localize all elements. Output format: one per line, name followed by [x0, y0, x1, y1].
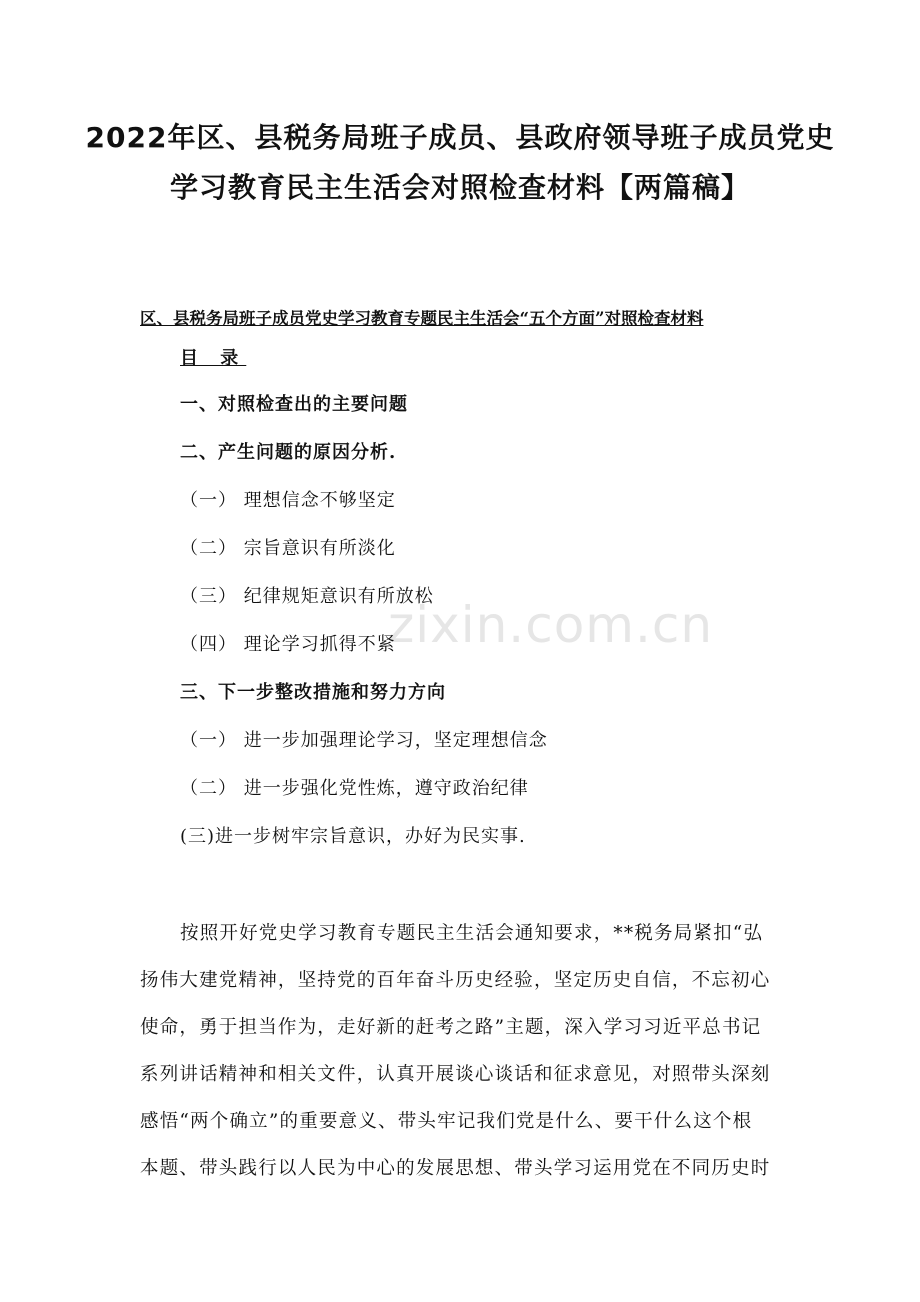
toc-item-2-1: （一） 理想信念不够坚定 [180, 490, 396, 511]
toc-item-2: 二、产生问题的原因分析. [180, 442, 397, 463]
body-line-2: 扬伟大建党精神，坚持党的百年奋斗历史经验，坚定历史自信，不忘初心 [140, 970, 771, 991]
body-line-1: 按照开好党史学习教育专题民主生活会通知要求，**税务局紧扣“弘 [180, 923, 764, 944]
section-subtitle: 区、县税务局班子成员党史学习教育专题民主生活会“五个方面”对照检查材料 [140, 309, 704, 328]
body-line-6: 本题、带头践行以人民为中心的发展思想、带头学习运用党在不同历史时 [140, 1158, 771, 1179]
toc-item-2-4: （四） 理论学习抓得不紧 [180, 634, 396, 655]
body-line-3: 使命，勇于担当作为，走好新的赶考之路”主题，深入学习习近平总书记 [140, 1017, 762, 1038]
document-title-line-2: 学习教育民主生活会对照检查材料【两篇稿】 [169, 171, 750, 204]
toc-heading: 目 录 [180, 348, 247, 369]
toc-item-1: 一、对照检查出的主要问题 [180, 394, 408, 415]
toc-item-2-2: （二） 宗旨意识有所淡化 [180, 538, 396, 559]
toc-item-3: 三、下一步整改措施和努力方向 [180, 682, 446, 703]
toc-item-2-3: （三） 纪律规矩意识有所放松 [180, 586, 434, 607]
body-line-5: 感悟“两个确立”的重要意义、带头牢记我们党是什么、要干什么这个根 [140, 1111, 753, 1132]
toc-item-3-3: (三)进一步树牢宗旨意识，办好为民实事. [180, 826, 526, 847]
toc-item-3-2: （二） 进一步强化党性炼，遵守政治纪律 [180, 778, 529, 799]
watermark: zixin.com.cn [388, 596, 714, 654]
body-line-4: 系列讲话精神和相关文件，认真开展谈心谈话和征求意见，对照带头深刻 [140, 1064, 771, 1085]
document-title-line-1: 2022年区、县税务局班子成员、县政府领导班子成员党史 [85, 121, 835, 154]
toc-item-3-1: （一） 进一步加强理论学习，坚定理想信念 [180, 730, 548, 751]
